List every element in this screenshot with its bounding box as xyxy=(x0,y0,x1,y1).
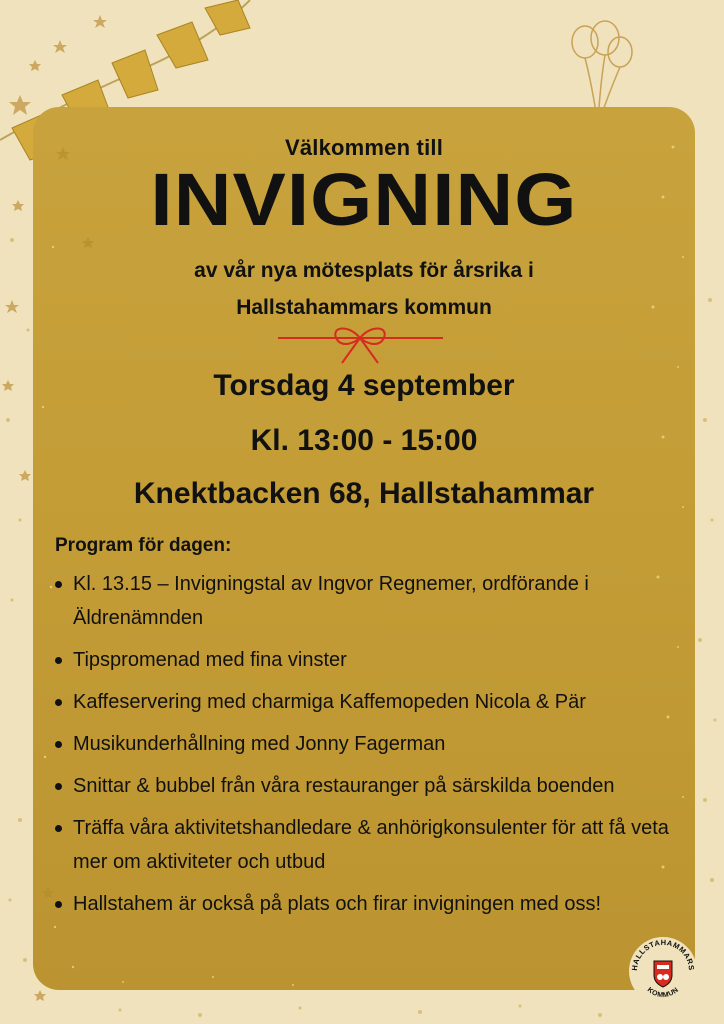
event-title: INVIGNING xyxy=(150,158,578,241)
subtitle-line-2: Hallstahammars kommun xyxy=(236,296,492,319)
program-item: Kl. 13.15 – Invigningstal av Ingvor Regnemer, ordförande i Äldrenämnden xyxy=(51,567,671,635)
program-heading: Program för dagen: xyxy=(55,535,232,556)
svg-text:HALLSTAHAMMARS: HALLSTAHAMMARS xyxy=(629,937,697,972)
event-date: Torsdag 4 september xyxy=(213,369,515,402)
svg-text:KOMMUN: KOMMUN xyxy=(645,986,681,1000)
event-time: Kl. 13:00 - 15:00 xyxy=(250,424,478,457)
event-address: Knektbacken 68, Hallstahammar xyxy=(133,477,595,510)
welcome-text: Välkommen till xyxy=(284,135,444,160)
program-item: Träffa våra aktivitetshandledare & anhörigkonsulenter för att få veta mer om aktiviteter och utbud xyxy=(51,811,671,879)
program-item: Snittar & bubbel från våra restauranger på särskilda boenden xyxy=(51,769,671,803)
program-item: Hallstahem är också på plats och firar invigningen med oss! xyxy=(51,887,671,921)
municipality-logo xyxy=(627,935,699,1007)
program-list xyxy=(51,567,671,929)
program-item: Kaffeservering med charmiga Kaffemopeden Nicola & Pär xyxy=(51,685,671,719)
ribbon-bow-icon xyxy=(278,325,443,367)
program-item: Tipspromenad med fina vinster xyxy=(51,643,671,677)
program-item: Musikunderhållning med Jonny Fagerman xyxy=(51,727,671,761)
invitation-panel xyxy=(33,107,695,990)
subtitle-line-1: av vår nya mötesplats för årsrika i xyxy=(194,259,534,282)
